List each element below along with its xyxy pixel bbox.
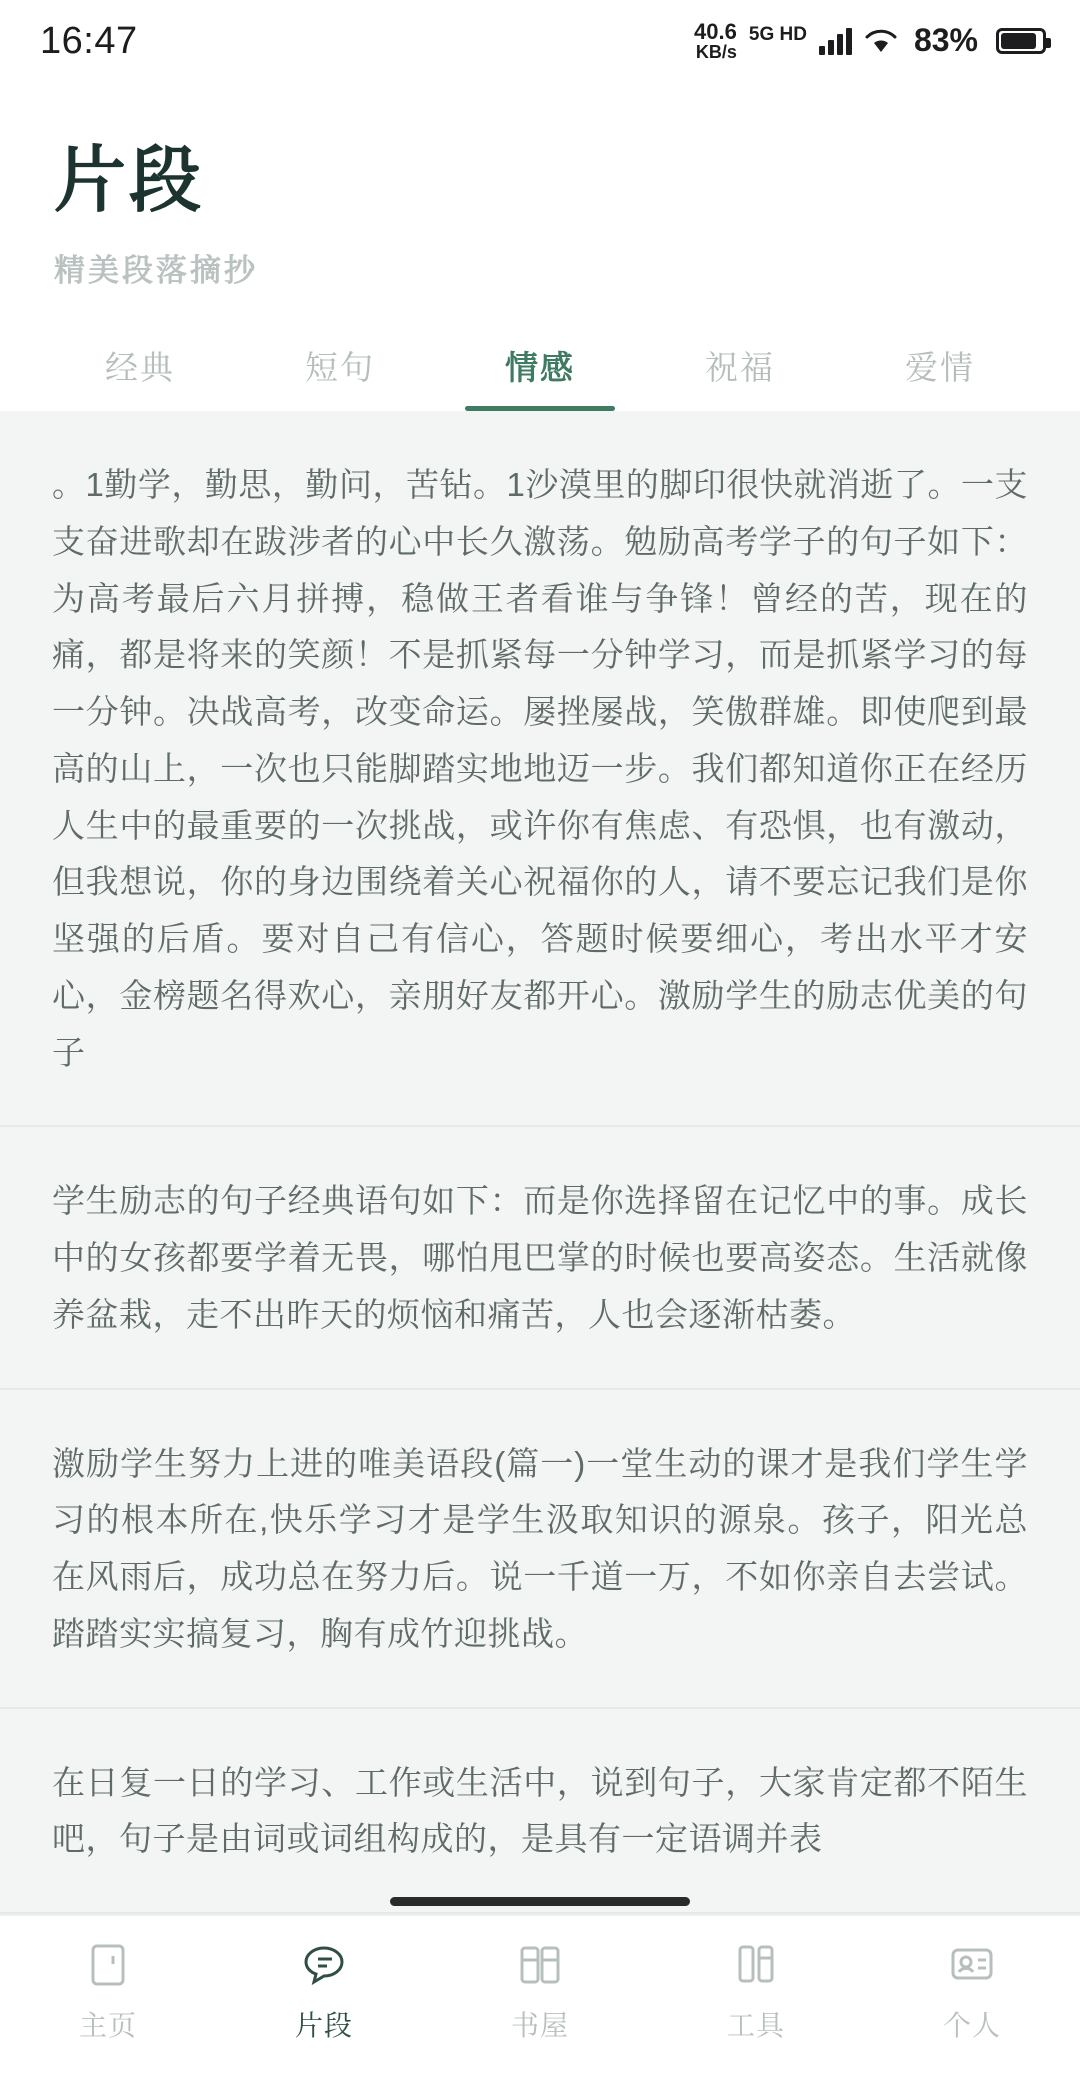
network-type-label: 5G HD bbox=[748, 24, 807, 45]
nav-item-passages[interactable] bbox=[216, 1936, 432, 2044]
nav-item-home[interactable] bbox=[0, 1936, 216, 2044]
tab-short-sentence[interactable]: 短句 bbox=[305, 349, 375, 387]
category-tabs bbox=[0, 342, 1080, 411]
battery-percent: 83% bbox=[913, 22, 978, 59]
nav-label-tools: 工具 bbox=[726, 2010, 785, 2042]
passage-text: 激励学生努力上进的唯美语段(篇一)一堂生动的课才是我们学生学习的根本所在,快乐学习才是学生汲取知识的源泉。孩子，阳光总在风雨后，成功总在努力后。说一千道一万，不如你亲自去尝试。踏踏实实搞复习，胸有成竹迎挑战。 bbox=[52, 1444, 1028, 1652]
nav-item-profile[interactable] bbox=[864, 1936, 1080, 2044]
tab-love[interactable]: 爱情 bbox=[905, 349, 975, 387]
network-speed bbox=[694, 20, 737, 62]
passage-text: 。1勤学，勤思，勤问，苦钻。1沙漠里的脚印很快就消逝了。一支支奋进歌却在跋涉者的心中长久激荡。勉励高考学子的句子如下：为高考最后六月拼搏，稳做王者看谁与争锋！曾经的苦，现在的痛，都是将来的笑颜！不是抓紧每一分钟学习，而是抓紧学习的每一分钟。决战高考，改变命运。屡挫屡战，笑傲群雄。即使爬到最高的山上，一次也只能脚踏实地地迈一步。我们都知道你正在经历人生中的最重要的一次挑战，或许你有焦虑、有恐惧，也有激动，但我想说，你的身边围绕着关心祝福你的人，请不要忘记我们是你坚强的后盾。要对自己有信心，答题时候要细心，考出水平才安心，金榜题名得欢心，亲朋好友都开心。激励学生的励志优美的句子 bbox=[52, 466, 1028, 1071]
network-speed-unit: KB/s bbox=[695, 42, 737, 63]
list-item[interactable] bbox=[0, 1709, 1080, 1915]
passage-list[interactable] bbox=[0, 411, 1080, 1914]
list-item[interactable] bbox=[0, 411, 1080, 1127]
home-indicator[interactable] bbox=[390, 1897, 690, 1906]
tab-emotion[interactable]: 情感 bbox=[440, 342, 640, 411]
status-time: 16:47 bbox=[40, 19, 138, 62]
status-indicators bbox=[694, 20, 1046, 62]
tools-icon bbox=[728, 1936, 784, 1992]
battery-icon bbox=[996, 28, 1046, 54]
page-subtitle: 精美段落摘抄 bbox=[54, 253, 258, 289]
passage-text: 学生励志的句子经典语句如下：而是你选择留在记忆中的事。成长中的女孩都要学着无畏，哪怕甩巴掌的时候也要高姿态。生活就像养盆栽，走不出昨天的烦恼和痛苦，人也会逐渐枯萎。 bbox=[52, 1182, 1028, 1333]
nav-item-bookhouse[interactable] bbox=[432, 1936, 648, 2044]
wifi-icon bbox=[864, 28, 898, 54]
signal-strength-icon bbox=[819, 27, 852, 55]
home-icon bbox=[80, 1936, 136, 1992]
profile-card-icon bbox=[944, 1936, 1000, 1992]
passage-text: 在日复一日的学习、工作或生活中，说到句子，大家肯定都不陌生吧，句子是由词或词组构成的，是具有一定语调并表 bbox=[52, 1763, 1028, 1858]
tab-classic[interactable]: 经典 bbox=[105, 349, 175, 387]
nav-label-home: 主页 bbox=[78, 2010, 137, 2042]
network-speed-value: 40.6 bbox=[694, 19, 737, 44]
bottom-navigation bbox=[0, 1914, 1080, 2100]
nav-label-passages: 片段 bbox=[294, 2010, 353, 2042]
books-icon bbox=[512, 1936, 568, 1992]
list-item[interactable] bbox=[0, 1127, 1080, 1389]
nav-item-tools[interactable] bbox=[648, 1936, 864, 2044]
chat-bubble-icon bbox=[296, 1936, 352, 1992]
page-title: 片段 bbox=[54, 141, 205, 221]
nav-label-profile: 个人 bbox=[942, 2010, 1001, 2042]
nav-label-bookhouse: 书屋 bbox=[510, 2010, 569, 2042]
tab-blessing[interactable]: 祝福 bbox=[705, 349, 775, 387]
status-bar bbox=[0, 0, 1080, 82]
list-item[interactable] bbox=[0, 1390, 1080, 1709]
page-header bbox=[0, 82, 1080, 290]
